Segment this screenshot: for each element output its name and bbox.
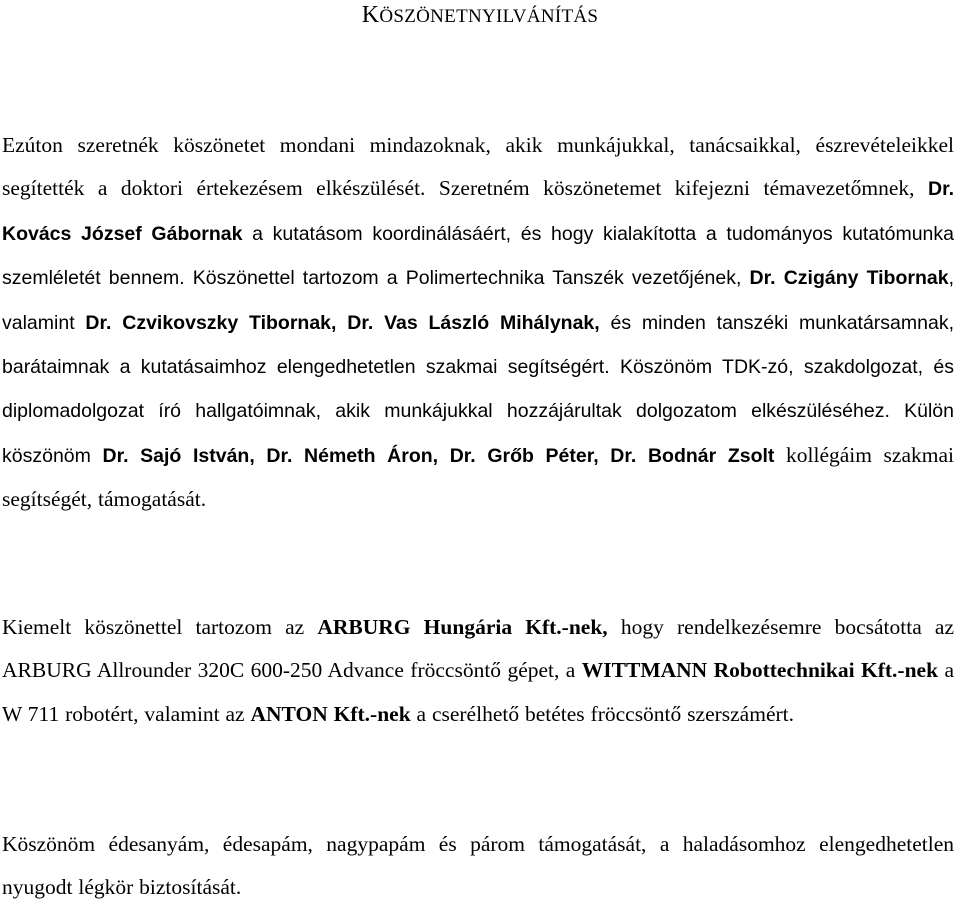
paragraph-companies — [2, 606, 954, 736]
p2-company-wittmann: WITTMANN Robottechnikai Kft.-nek — [581, 658, 939, 683]
paragraph-acknowledgements — [2, 124, 954, 522]
p1-colleague-names-1: Dr. Czvikovszky Tibornak, Dr. Vas László Mihálynak, — [85, 311, 600, 334]
title-first-letter: K — [361, 2, 380, 28]
p1-head-of-department-name: Dr. Czigány Tibornak — [749, 267, 949, 290]
p1-text-4: és minden tanszéki munkatársamnak, barátaimnak a kutatásaimhoz elengedhetetlen szakmai segítségért. Köszönöm TDK-zó, szakdolgozat, és diplomadolgozat író hallgatóimnak, akik munkájukkal hozzájárultak dolgozatom elkészüléséhez. Külön köszönöm — [2, 311, 954, 467]
p1-supervisor-name: Dr. Kovács József Gábornak — [2, 178, 954, 245]
paragraph-family — [2, 823, 954, 910]
p1-colleague-names-2: Dr. Sajó István, Dr. Németh Áron, Dr. Grőb Péter, Dr. Bodnár Zsolt — [102, 444, 775, 467]
p2-company-anton: ANTON Kft.-nek — [250, 701, 411, 726]
title-rest: ÖSZÖNETNYILVÁNÍTÁS — [379, 6, 599, 27]
page-title — [0, 0, 960, 32]
p1-text-2: a kutatásom koordinálásáért, és hogy kialakította a tudományos kutatómunka szemléletét bennem. Köszönettel tartozom a Polimertechnika Tanszék vezetőjének, — [2, 222, 954, 290]
p3-text: Köszönöm édesanyám, édesapám, nagypapám és párom támogatását, a haladásomhoz elengedhetetlen nyugodt légkör biztosítását. — [2, 832, 954, 900]
p1-text-3: , valamint — [2, 267, 954, 334]
p1-text-1: Ezúton szeretnék köszönetet mondani mindazoknak, akik munkájukkal, tanácsaikkal, észrevételeikkel segítették a doktori értekezésem elkészülését. Szeretném köszönetemet kifejezni témavezetőmnek, — [2, 133, 954, 201]
p2-company-arburg: ARBURG Hungária Kft.-nek, — [317, 615, 608, 639]
p2-text-1: Kiemelt köszönettel tartozom az — [2, 615, 318, 639]
p2-text-3: a W 711 robotért, valamint az — [2, 658, 954, 726]
p2-text-2: hogy rendelkezésemre bocsátotta az ARBURG Allrounder 320C 600-250 Advance fröccsöntő gépet, a — [2, 615, 955, 683]
p2-text-4: a cserélhető betétes fröccsöntő szerszámért. — [410, 701, 794, 726]
p1-text-5: kollégáim szakmai segítségét, támogatását. — [2, 442, 955, 512]
